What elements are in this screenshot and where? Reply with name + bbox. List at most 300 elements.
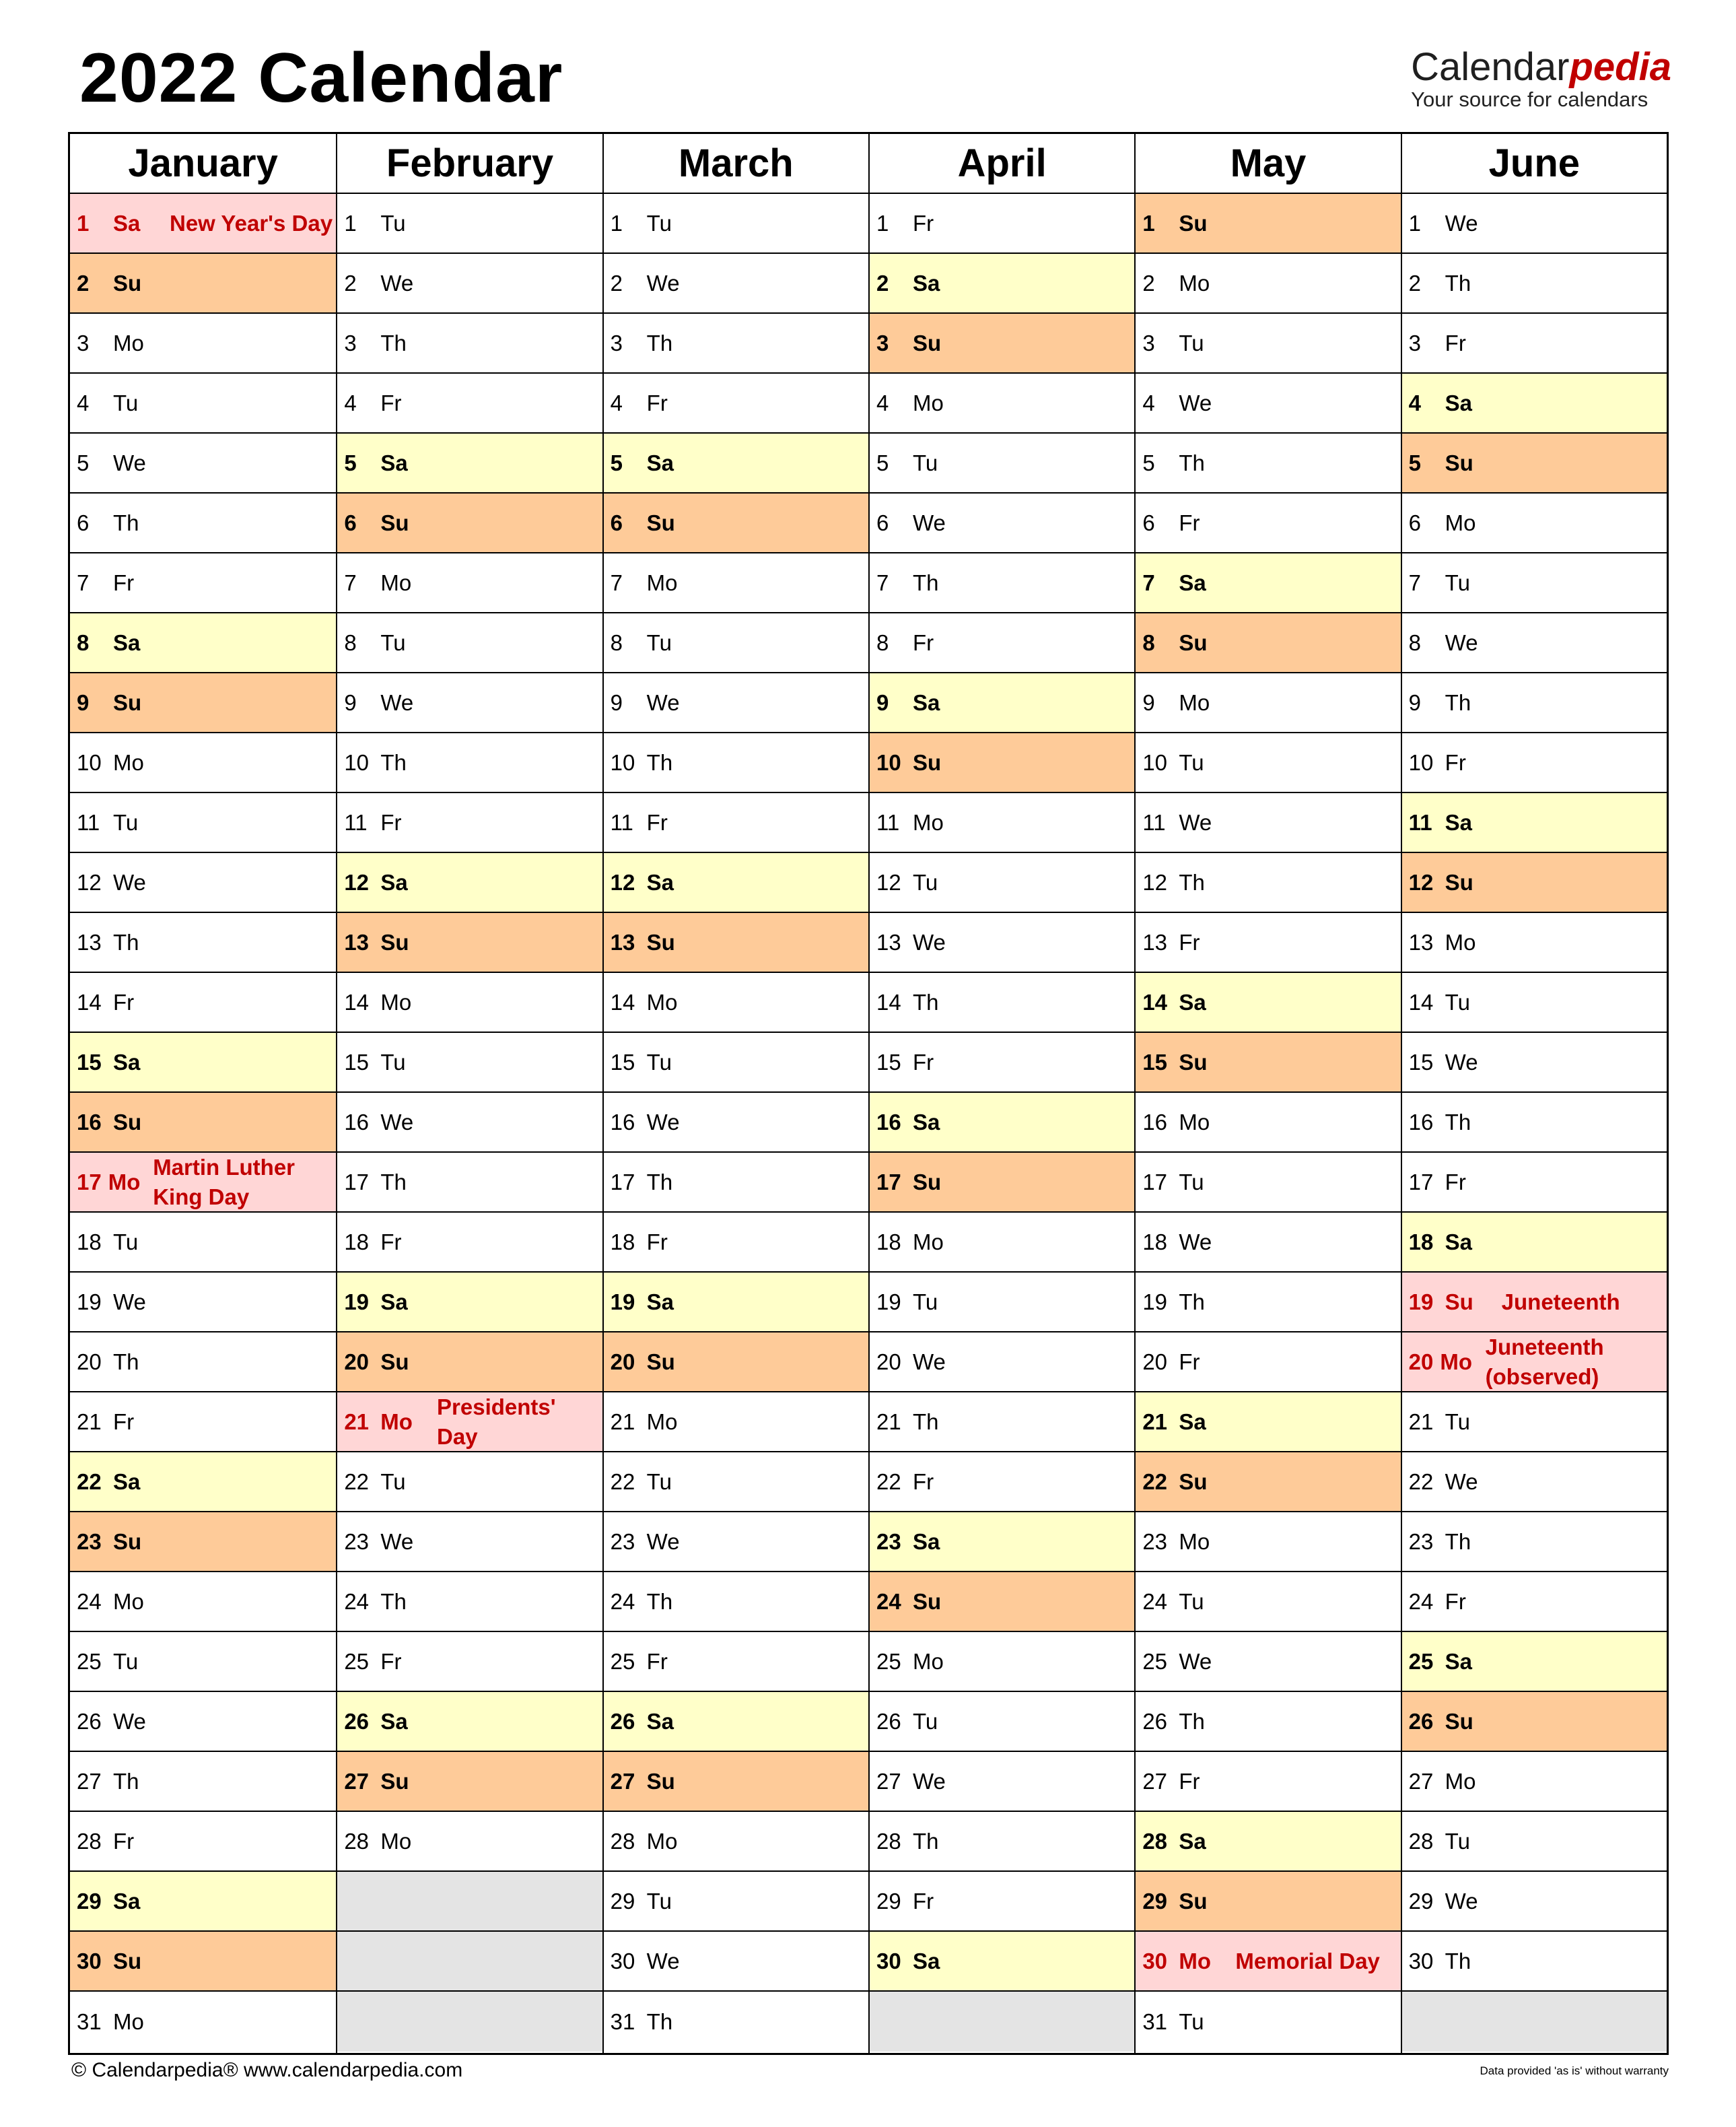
- day-cell[interactable]: [1136, 1452, 1400, 1512]
- day-cell[interactable]: [1402, 613, 1667, 673]
- month-header: April: [870, 134, 1134, 194]
- day-cell[interactable]: [337, 1812, 602, 1872]
- weekday-label: Th: [1179, 450, 1205, 475]
- day-cell[interactable]: [1402, 1872, 1667, 1932]
- day-cell[interactable]: [1136, 1033, 1400, 1093]
- day-cell[interactable]: [1402, 1213, 1667, 1273]
- weekday-label: Mo: [113, 330, 144, 356]
- day-number: 19: [876, 1289, 901, 1314]
- day-cell[interactable]: [604, 1153, 868, 1213]
- day-cell[interactable]: [604, 1452, 868, 1512]
- day-cell[interactable]: [604, 434, 868, 494]
- weekday-label: Su: [1445, 450, 1473, 475]
- day-cell[interactable]: [604, 254, 868, 314]
- day-cell[interactable]: [604, 1392, 868, 1452]
- day-number: 24: [1142, 1588, 1168, 1614]
- day-cell[interactable]: [604, 553, 868, 613]
- day-cell[interactable]: [70, 1213, 336, 1273]
- day-number: 5: [77, 450, 90, 475]
- day-cell[interactable]: [337, 254, 602, 314]
- day-cell[interactable]: [1136, 1332, 1400, 1392]
- day-cell[interactable]: [604, 793, 868, 853]
- day-cell[interactable]: [1402, 1572, 1667, 1632]
- weekday-label: Sa: [646, 1708, 674, 1734]
- weekday-label: Th: [380, 749, 407, 775]
- day-cell[interactable]: [337, 314, 602, 374]
- day-cell[interactable]: [1402, 1392, 1667, 1452]
- weekday-label: Sa: [913, 270, 940, 296]
- day-cell[interactable]: [604, 1332, 868, 1392]
- day-number: 10: [344, 749, 370, 775]
- day-cell[interactable]: [70, 973, 336, 1033]
- day-number: 10: [876, 749, 901, 775]
- day-cell[interactable]: [70, 793, 336, 853]
- weekday-label: Mo: [646, 1409, 678, 1434]
- day-cell[interactable]: [604, 913, 868, 973]
- day-cell[interactable]: [70, 314, 336, 374]
- weekday-label: Su: [380, 510, 409, 535]
- day-cell[interactable]: [870, 1512, 1134, 1572]
- day-number: 26: [77, 1708, 102, 1734]
- month-column-february: [336, 134, 602, 2053]
- day-cell[interactable]: [1402, 973, 1667, 1033]
- day-number: 11: [1408, 809, 1432, 835]
- day-cell[interactable]: [70, 1812, 336, 1872]
- day-cell[interactable]: [870, 314, 1134, 374]
- day-cell[interactable]: [1136, 374, 1400, 434]
- day-cell[interactable]: [337, 853, 602, 913]
- day-cell[interactable]: [337, 1093, 602, 1153]
- day-cell[interactable]: [337, 1572, 602, 1632]
- day-cell[interactable]: [1136, 1512, 1400, 1572]
- day-cell[interactable]: [70, 1033, 336, 1093]
- day-number: 27: [876, 1768, 901, 1794]
- day-cell[interactable]: [1136, 494, 1400, 553]
- day-cell[interactable]: [1136, 1273, 1400, 1332]
- day-cell[interactable]: [1402, 1752, 1667, 1812]
- day-number: 8: [876, 630, 889, 655]
- day-cell[interactable]: [604, 1033, 868, 1093]
- day-cell[interactable]: [70, 733, 336, 793]
- day-number: 4: [77, 390, 90, 415]
- day-number: 27: [77, 1768, 102, 1794]
- day-cell[interactable]: [870, 793, 1134, 853]
- day-cell[interactable]: [337, 1512, 602, 1572]
- weekday-label: Th: [913, 1828, 939, 1854]
- day-cell[interactable]: [337, 1752, 602, 1812]
- brand-name: [1411, 46, 1671, 89]
- day-cell[interactable]: [870, 1332, 1134, 1392]
- day-cell[interactable]: [870, 553, 1134, 613]
- day-cell[interactable]: [1402, 1932, 1667, 1992]
- day-cell[interactable]: [870, 973, 1134, 1033]
- day-cell[interactable]: [1136, 1392, 1400, 1452]
- weekday-label: We: [380, 270, 414, 296]
- day-number: 4: [344, 390, 357, 415]
- day-cell[interactable]: [604, 733, 868, 793]
- day-cell[interactable]: [1136, 1872, 1400, 1932]
- weekday-label: Su: [113, 1948, 142, 1973]
- day-cell[interactable]: [1136, 314, 1400, 374]
- day-cell[interactable]: [1402, 1093, 1667, 1153]
- day-cell[interactable]: [337, 733, 602, 793]
- day-number: 22: [1408, 1468, 1434, 1494]
- day-cell[interactable]: [870, 1273, 1134, 1332]
- calendar-grid: [68, 132, 1669, 2055]
- day-cell[interactable]: [70, 553, 336, 613]
- weekday-label: Sa: [1179, 570, 1206, 595]
- weekday-label: Su: [113, 1528, 142, 1554]
- weekday-label: Sa: [113, 1049, 141, 1075]
- day-cell[interactable]: [1136, 1093, 1400, 1153]
- weekday-label: Th: [1445, 1948, 1471, 1973]
- day-cell[interactable]: [870, 613, 1134, 673]
- holiday-name: Juneteenth (observed): [1485, 1334, 1604, 1389]
- day-cell[interactable]: [1136, 1632, 1400, 1692]
- weekday-label: Su: [913, 1169, 942, 1194]
- day-cell[interactable]: [604, 1572, 868, 1632]
- day-number: 23: [1142, 1528, 1168, 1554]
- month-column-april: [868, 134, 1134, 2053]
- day-number: 3: [1408, 330, 1422, 356]
- weekday-label: Tu: [913, 1708, 938, 1734]
- weekday-label: Th: [913, 989, 939, 1015]
- day-cell[interactable]: [70, 1512, 336, 1572]
- day-cell[interactable]: [1402, 1632, 1667, 1692]
- day-cell[interactable]: [70, 1572, 336, 1632]
- day-cell[interactable]: [604, 1872, 868, 1932]
- day-cell[interactable]: [337, 793, 602, 853]
- day-cell[interactable]: [1402, 1033, 1667, 1093]
- day-number: 30: [1408, 1948, 1434, 1973]
- weekday-label: Tu: [646, 1049, 672, 1075]
- weekday-label: Mo: [913, 390, 944, 415]
- day-cell[interactable]: [604, 853, 868, 913]
- day-cell[interactable]: [1136, 1153, 1400, 1213]
- day-cell[interactable]: [1136, 733, 1400, 793]
- day-cell[interactable]: [870, 1812, 1134, 1872]
- day-number: 9: [1408, 689, 1422, 715]
- day-cell[interactable]: [1402, 254, 1667, 314]
- day-cell[interactable]: [1136, 673, 1400, 733]
- holiday-day-cell[interactable]: [337, 1392, 602, 1452]
- day-cell[interactable]: [870, 733, 1134, 793]
- holiday-day-cell[interactable]: [1136, 1932, 1400, 1992]
- weekday-label: Fr: [913, 1888, 934, 1914]
- day-cell[interactable]: [870, 434, 1134, 494]
- day-cell[interactable]: [870, 1632, 1134, 1692]
- day-number: 18: [344, 1229, 370, 1254]
- holiday-name: Juneteenth: [1501, 1289, 1620, 1314]
- day-number: 9: [876, 689, 889, 715]
- day-cell[interactable]: [337, 913, 602, 973]
- day-number: 2: [1142, 270, 1155, 296]
- day-number: 25: [610, 1648, 635, 1674]
- day-cell[interactable]: [1402, 1692, 1667, 1752]
- day-cell[interactable]: [337, 673, 602, 733]
- weekday-label: We: [1445, 630, 1478, 655]
- day-number: 1: [344, 210, 357, 236]
- day-cell[interactable]: [870, 1213, 1134, 1273]
- day-cell[interactable]: [70, 1632, 336, 1692]
- day-cell[interactable]: [604, 1632, 868, 1692]
- day-cell[interactable]: [70, 374, 336, 434]
- day-number: 10: [1408, 749, 1434, 775]
- weekday-label: We: [913, 1768, 946, 1794]
- day-cell[interactable]: [1136, 973, 1400, 1033]
- day-cell[interactable]: [337, 1632, 602, 1692]
- day-cell[interactable]: [70, 1752, 336, 1812]
- day-number: 12: [344, 869, 370, 895]
- weekday-label: Fr: [1179, 929, 1200, 955]
- day-cell[interactable]: [1402, 1452, 1667, 1512]
- day-cell[interactable]: [1136, 254, 1400, 314]
- day-number: 21: [344, 1409, 370, 1434]
- day-number: 14: [1142, 989, 1168, 1015]
- day-cell[interactable]: [1136, 1572, 1400, 1632]
- weekday-label: Fr: [646, 809, 668, 835]
- day-cell[interactable]: [604, 194, 868, 254]
- day-number: 10: [610, 749, 635, 775]
- month-column-may: [1134, 134, 1400, 2053]
- day-cell[interactable]: [70, 1692, 336, 1752]
- day-number: 31: [77, 2008, 102, 2034]
- weekday-label: Sa: [1179, 1828, 1206, 1854]
- day-cell[interactable]: [870, 1752, 1134, 1812]
- day-cell[interactable]: [870, 1392, 1134, 1452]
- day-cell[interactable]: [604, 613, 868, 673]
- weekday-label: Su: [913, 1588, 942, 1614]
- day-cell[interactable]: [1136, 1692, 1400, 1752]
- day-cell[interactable]: [604, 1512, 868, 1572]
- day-cell[interactable]: [337, 1033, 602, 1093]
- day-cell[interactable]: [1136, 1992, 1400, 2052]
- day-cell[interactable]: [870, 1692, 1134, 1752]
- day-cell[interactable]: [604, 1093, 868, 1153]
- day-number: 13: [610, 929, 635, 955]
- day-cell[interactable]: [870, 1872, 1134, 1932]
- day-cell[interactable]: [70, 613, 336, 673]
- weekday-label: Sa: [646, 450, 674, 475]
- day-cell[interactable]: [604, 1273, 868, 1332]
- day-cell[interactable]: [70, 494, 336, 553]
- day-cell[interactable]: [1136, 913, 1400, 973]
- weekday-label: We: [113, 450, 146, 475]
- day-cell[interactable]: [1402, 733, 1667, 793]
- weekday-label: Th: [646, 1588, 673, 1614]
- day-number: 16: [77, 1109, 102, 1135]
- month-header: June: [1402, 134, 1667, 194]
- day-cell[interactable]: [604, 1932, 868, 1992]
- day-cell[interactable]: [1136, 613, 1400, 673]
- weekday-label: Fr: [113, 570, 135, 595]
- day-cell[interactable]: [70, 1872, 336, 1932]
- day-number: 17: [344, 1169, 370, 1194]
- weekday-label: We: [380, 689, 414, 715]
- day-cell[interactable]: [1402, 793, 1667, 853]
- day-cell[interactable]: [1402, 1153, 1667, 1213]
- day-cell[interactable]: [337, 553, 602, 613]
- day-cell[interactable]: [70, 1932, 336, 1992]
- day-number: 25: [1408, 1648, 1434, 1674]
- weekday-label: Mo: [913, 809, 944, 835]
- day-cell[interactable]: [604, 1752, 868, 1812]
- day-number: 14: [77, 989, 102, 1015]
- day-cell[interactable]: [70, 1452, 336, 1512]
- weekday-label: Th: [646, 2008, 673, 2034]
- weekday-label: Fr: [380, 809, 402, 835]
- day-cell[interactable]: [870, 1452, 1134, 1512]
- weekday-label: Fr: [913, 210, 934, 236]
- weekday-label: We: [380, 1109, 414, 1135]
- day-cell[interactable]: [337, 1273, 602, 1332]
- day-number: 7: [610, 570, 623, 595]
- day-cell[interactable]: [337, 374, 602, 434]
- day-cell[interactable]: [604, 673, 868, 733]
- day-cell[interactable]: [70, 1332, 336, 1392]
- day-cell[interactable]: [870, 1033, 1134, 1093]
- day-cell[interactable]: [870, 853, 1134, 913]
- weekday-label: Tu: [380, 1468, 406, 1494]
- day-cell[interactable]: [70, 673, 336, 733]
- weekday-label: Mo: [646, 570, 678, 595]
- weekday-label: Fr: [1445, 749, 1466, 775]
- day-number: 22: [1142, 1468, 1168, 1494]
- day-cell[interactable]: [1402, 553, 1667, 613]
- weekday-label: Sa: [380, 1708, 408, 1734]
- day-number: 22: [344, 1468, 370, 1494]
- day-cell[interactable]: [870, 1093, 1134, 1153]
- day-number: 20: [610, 1349, 635, 1374]
- day-number: 17: [77, 1169, 102, 1194]
- day-cell[interactable]: [1136, 434, 1400, 494]
- day-cell[interactable]: [870, 494, 1134, 553]
- day-cell[interactable]: [337, 1332, 602, 1392]
- day-cell[interactable]: [1402, 913, 1667, 973]
- brand-logo[interactable]: [1411, 46, 1671, 110]
- day-number: 3: [1142, 330, 1155, 356]
- day-number: 28: [344, 1828, 370, 1854]
- holiday-day-cell[interactable]: [1402, 1332, 1667, 1392]
- day-cell[interactable]: [70, 1392, 336, 1452]
- day-cell[interactable]: [604, 374, 868, 434]
- weekday-label: Mo: [113, 2008, 144, 2034]
- day-cell[interactable]: [337, 494, 602, 553]
- day-number: 5: [610, 450, 623, 475]
- day-cell[interactable]: [1402, 434, 1667, 494]
- day-cell[interactable]: [1136, 793, 1400, 853]
- day-cell[interactable]: [870, 673, 1134, 733]
- day-cell[interactable]: [870, 1153, 1134, 1213]
- day-cell[interactable]: [337, 613, 602, 673]
- day-cell[interactable]: [1402, 314, 1667, 374]
- day-number: 6: [610, 510, 623, 535]
- day-cell[interactable]: [337, 973, 602, 1033]
- day-number: 9: [344, 689, 357, 715]
- day-cell[interactable]: [604, 1992, 868, 2052]
- holiday-day-cell[interactable]: [70, 1153, 336, 1213]
- day-cell[interactable]: [337, 194, 602, 254]
- weekday-label: We: [913, 510, 946, 535]
- day-cell[interactable]: [1402, 494, 1667, 553]
- day-cell[interactable]: [1402, 194, 1667, 254]
- day-cell[interactable]: [70, 434, 336, 494]
- weekday-label: Mo: [1179, 1948, 1211, 1973]
- day-number: 25: [77, 1648, 102, 1674]
- day-cell[interactable]: [870, 194, 1134, 254]
- day-cell[interactable]: [604, 1213, 868, 1273]
- weekday-label: Th: [380, 1169, 407, 1194]
- day-cell[interactable]: [1136, 853, 1400, 913]
- day-number: 18: [1408, 1229, 1434, 1254]
- day-cell[interactable]: [70, 853, 336, 913]
- day-cell[interactable]: [70, 1093, 336, 1153]
- weekday-label: We: [646, 1948, 680, 1973]
- month-header: May: [1136, 134, 1400, 194]
- day-cell[interactable]: [1402, 853, 1667, 913]
- day-number: 12: [77, 869, 102, 895]
- day-number: 2: [1408, 270, 1422, 296]
- holiday-day-cell[interactable]: [1402, 1273, 1667, 1332]
- day-number: 7: [77, 570, 90, 595]
- day-cell[interactable]: [870, 254, 1134, 314]
- day-cell[interactable]: [1402, 1812, 1667, 1872]
- day-cell[interactable]: [604, 973, 868, 1033]
- day-cell[interactable]: [337, 1213, 602, 1273]
- day-number: 28: [610, 1828, 635, 1854]
- weekday-label: Mo: [108, 1169, 141, 1194]
- day-cell[interactable]: [870, 913, 1134, 973]
- day-cell[interactable]: [870, 1572, 1134, 1632]
- day-number: 28: [77, 1828, 102, 1854]
- day-cell[interactable]: [1136, 194, 1400, 254]
- day-cell[interactable]: [604, 1692, 868, 1752]
- day-cell[interactable]: [1402, 374, 1667, 434]
- day-number: 22: [610, 1468, 635, 1494]
- day-cell[interactable]: [1136, 1752, 1400, 1812]
- day-cell[interactable]: [70, 254, 336, 314]
- day-number: 14: [344, 989, 370, 1015]
- day-cell[interactable]: [604, 314, 868, 374]
- weekday-label: Th: [1445, 270, 1471, 296]
- day-cell[interactable]: [1136, 1213, 1400, 1273]
- day-number: 18: [610, 1229, 635, 1254]
- weekday-label: Mo: [113, 1588, 144, 1614]
- day-cell[interactable]: [70, 1273, 336, 1332]
- day-cell[interactable]: [337, 1153, 602, 1213]
- day-cell[interactable]: [337, 1692, 602, 1752]
- day-cell[interactable]: [870, 374, 1134, 434]
- day-cell[interactable]: [1136, 553, 1400, 613]
- weekday-label: Mo: [1445, 510, 1476, 535]
- day-number: 19: [1142, 1289, 1168, 1314]
- day-cell[interactable]: [1402, 673, 1667, 733]
- day-cell[interactable]: [337, 1452, 602, 1512]
- day-cell[interactable]: [604, 494, 868, 553]
- day-cell[interactable]: [1136, 1812, 1400, 1872]
- day-cell[interactable]: [70, 1992, 336, 2052]
- brand-name-main: Calendar: [1411, 45, 1570, 89]
- day-cell[interactable]: [1402, 1512, 1667, 1572]
- weekday-label: Mo: [113, 749, 144, 775]
- day-cell[interactable]: [337, 434, 602, 494]
- day-cell[interactable]: [70, 913, 336, 973]
- holiday-day-cell[interactable]: [70, 194, 336, 254]
- day-cell[interactable]: [604, 1812, 868, 1872]
- day-cell[interactable]: [870, 1932, 1134, 1992]
- weekday-label: Tu: [913, 869, 938, 895]
- day-number: 27: [344, 1768, 370, 1794]
